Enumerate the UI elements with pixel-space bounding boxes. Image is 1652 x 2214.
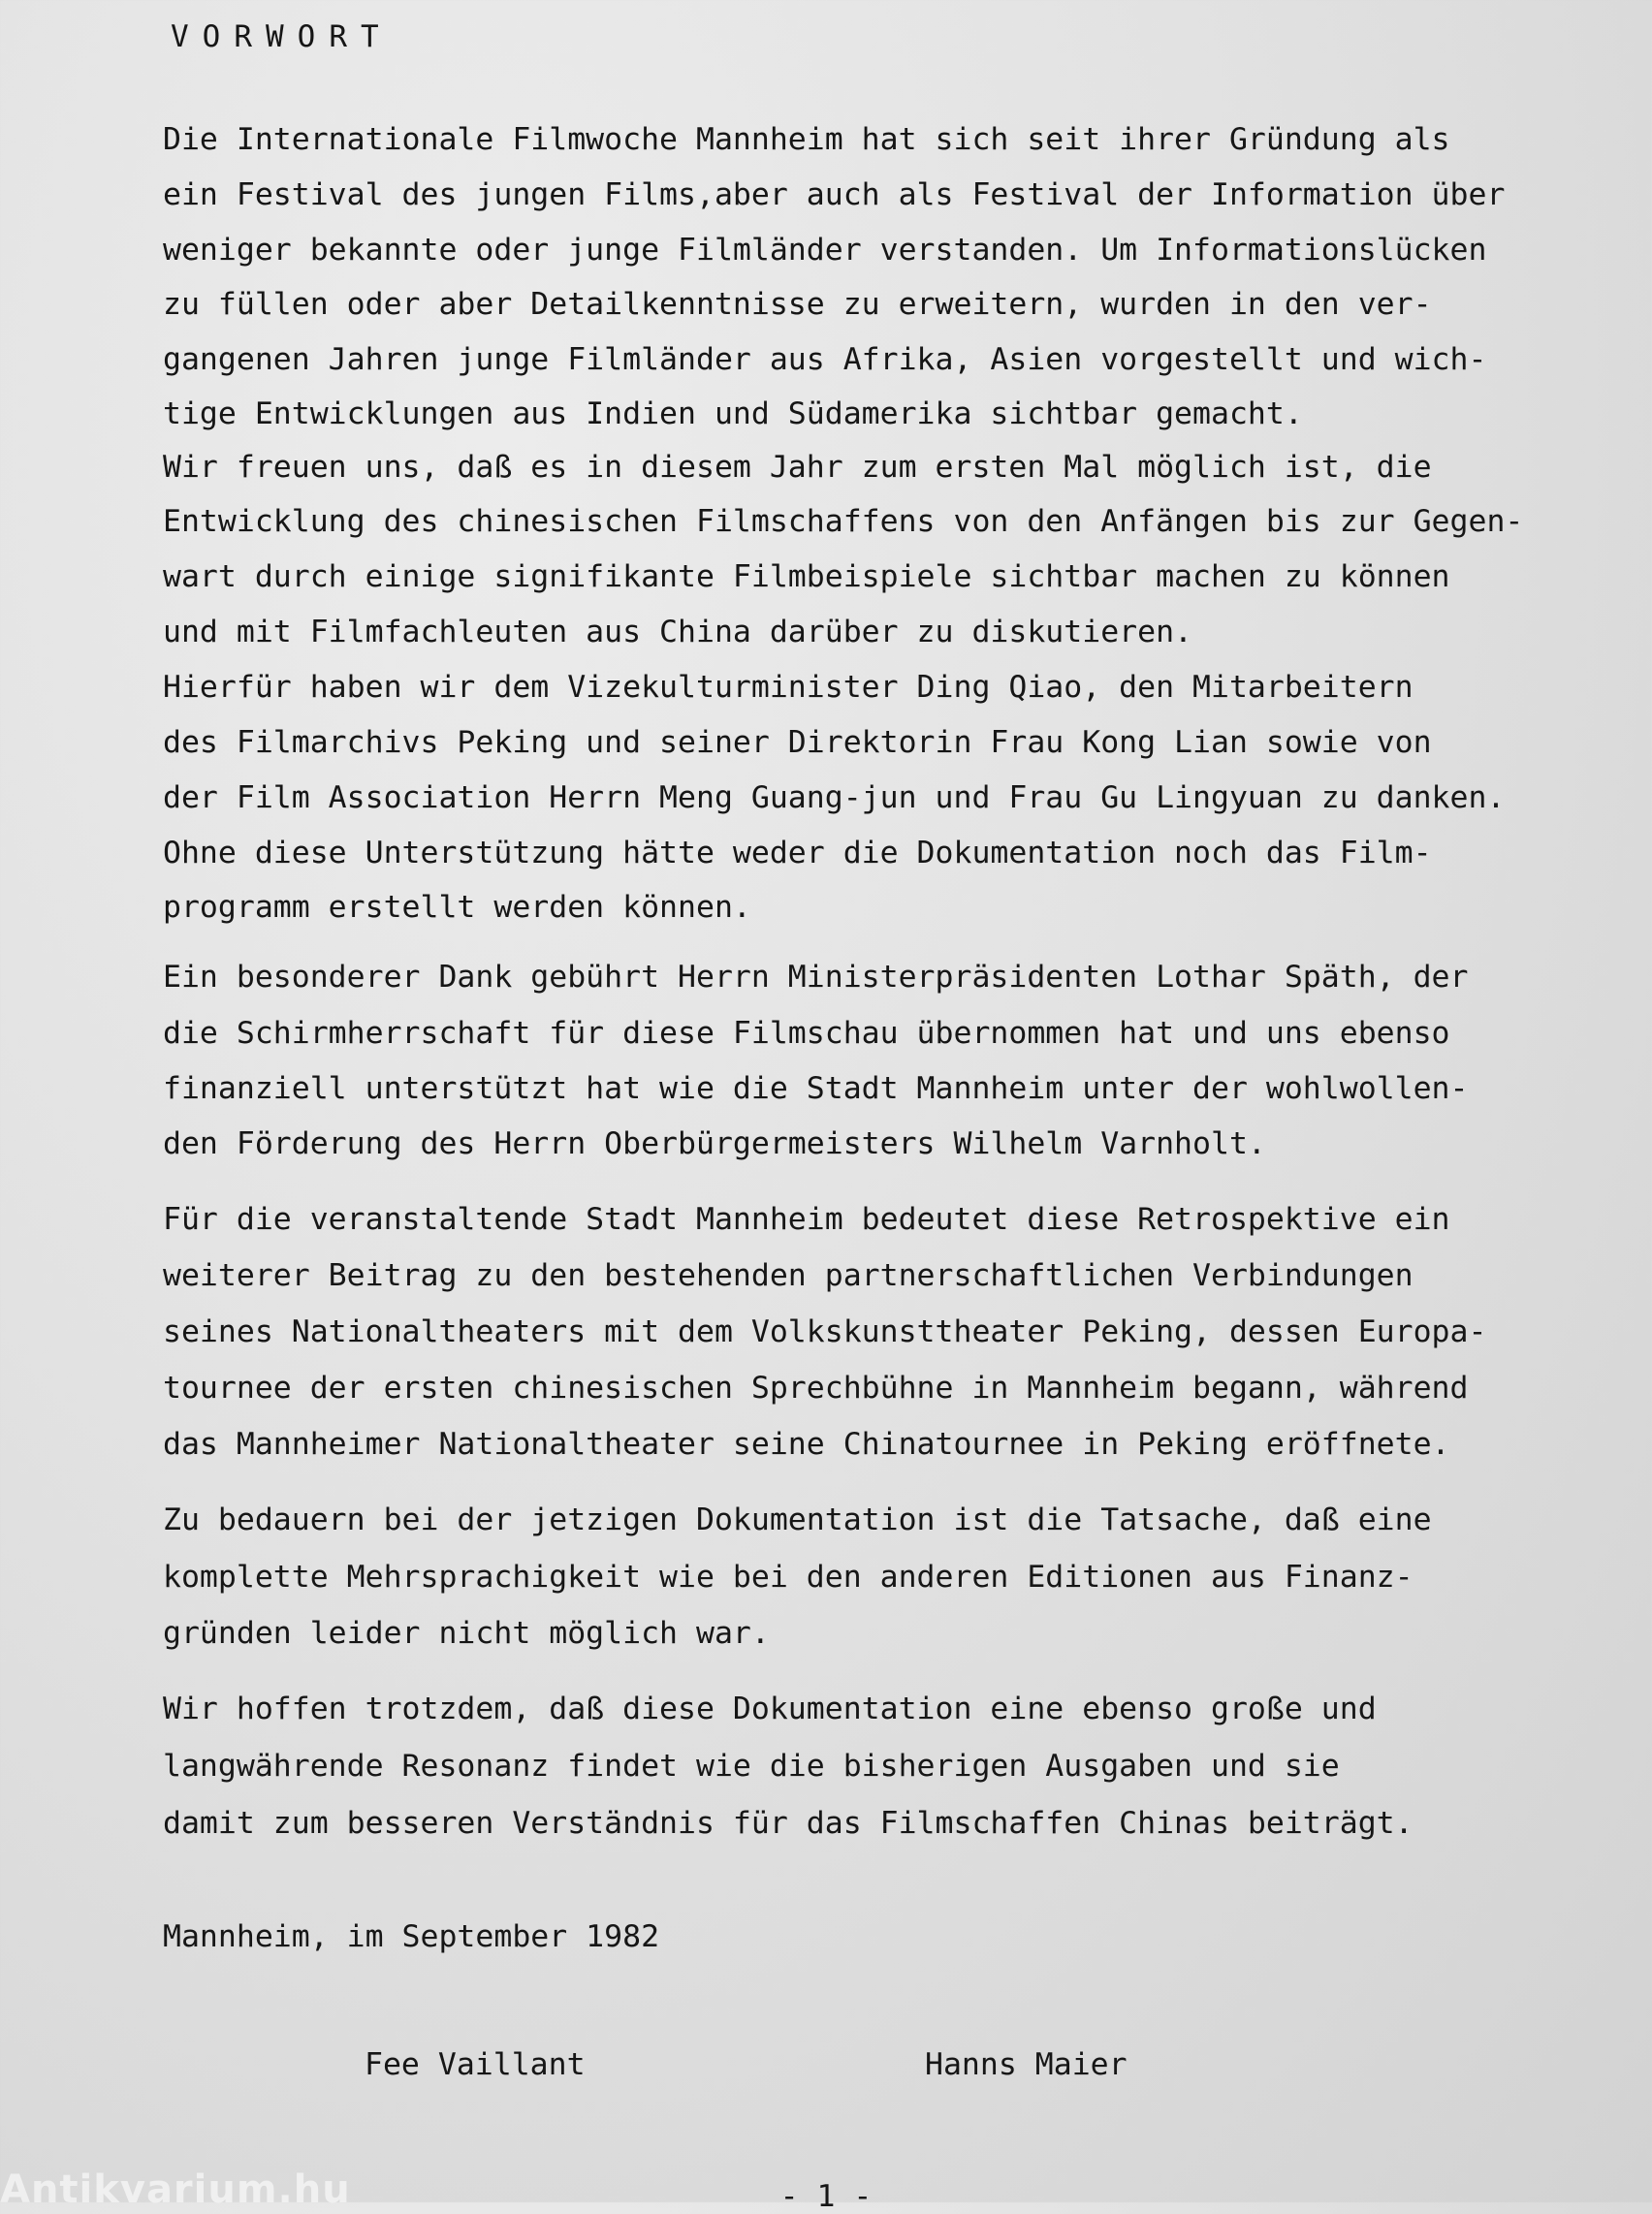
text-line: das Mannheimer Nationaltheater seine Chinatournee in Peking eröffnete. [163,1427,1450,1462]
text-line: gangenen Jahren junge Filmländer aus Afrika, Asien vorgestellt und wich- [163,342,1487,377]
text-line: Die Internationale Filmwoche Mannheim hat sich seit ihrer Gründung als [163,122,1450,157]
heading: VORWORT [171,19,393,54]
text-line: damit zum besseren Verständnis für das Filmschaffen Chinas beiträgt. [163,1806,1414,1841]
text-line: Ohne diese Unterstützung hätte weder die Dokumentation noch das Film- [163,836,1432,870]
text-line: Hierfür haben wir dem Vizekulturminister Ding Qiao, den Mitarbeitern [163,670,1414,705]
text-line: tournee der ersten chinesischen Sprechbühne in Mannheim begann, während [163,1371,1469,1406]
text-line: weiterer Beitrag zu den bestehenden partnerschaftlichen Verbindungen [163,1258,1414,1293]
text-line: Wir freuen uns, daß es in diesem Jahr zum ersten Mal möglich ist, die [163,450,1432,485]
text-line: Für die veranstaltende Stadt Mannheim bedeutet diese Retrospektive ein [163,1202,1450,1237]
text-line: gründen leider nicht möglich war. [163,1616,770,1651]
text-line: komplette Mehrsprachigkeit wie bei den anderen Editionen aus Finanz- [163,1560,1414,1595]
text-line: weniger bekannte oder junge Filmländer verstanden. Um Informationslücken [163,233,1487,268]
signature-fee-vaillant: Fee Vaillant [365,2047,586,2082]
page-number: - 1 - [779,2179,873,2214]
text-line: der Film Association Herrn Meng Guang-jun und Frau Gu Lingyuan zu danken. [163,780,1506,815]
text-line: Zu bedauern bei der jetzigen Dokumentation ist die Tatsache, daß eine [163,1502,1432,1537]
text-line: zu füllen oder aber Detailkenntnisse zu erweitern, wurden in den ver- [163,287,1432,322]
watermark: Antikvarium.hu [0,2167,351,2212]
text-line: Ein besonderer Dank gebührt Herrn Ministerpräsidenten Lothar Späth, der [163,960,1469,995]
text-line: seines Nationaltheaters mit dem Volkskunsttheater Peking, dessen Europa- [163,1314,1487,1349]
text-line: des Filmarchivs Peking und seiner Direktorin Frau Kong Lian sowie von [163,725,1432,760]
text-line: langwährende Resonanz findet wie die bisherigen Ausgaben und sie [163,1749,1340,1784]
text-line: programm erstellt werden können. [163,890,751,925]
text-line: den Förderung des Herrn Oberbürgermeisters Wilhelm Varnholt. [163,1126,1266,1161]
text-line: Entwicklung des chinesischen Filmschaffens von den Anfängen bis zur Gegen- [163,504,1524,539]
text-line: finanziell unterstützt hat wie die Stadt Mannheim unter der wohlwollen- [163,1071,1469,1106]
text-line: und mit Filmfachleuten aus China darüber zu diskutieren. [163,615,1193,649]
text-line: tige Entwicklungen aus Indien und Südamerika sichtbar gemacht. [163,396,1303,431]
date-line: Mannheim, im September 1982 [163,1919,660,1954]
text-line: wart durch einige signifikante Filmbeispiele sichtbar machen zu können [163,559,1450,594]
text-line: Wir hoffen trotzdem, daß diese Dokumentation eine ebenso große und [163,1692,1377,1726]
text-line: die Schirmherrschaft für diese Filmschau übernommen hat und uns ebenso [163,1016,1450,1051]
signature-hanns-maier: Hanns Maier [925,2047,1128,2082]
text-line: ein Festival des jungen Films,aber auch als Festival der Information über [163,177,1506,212]
